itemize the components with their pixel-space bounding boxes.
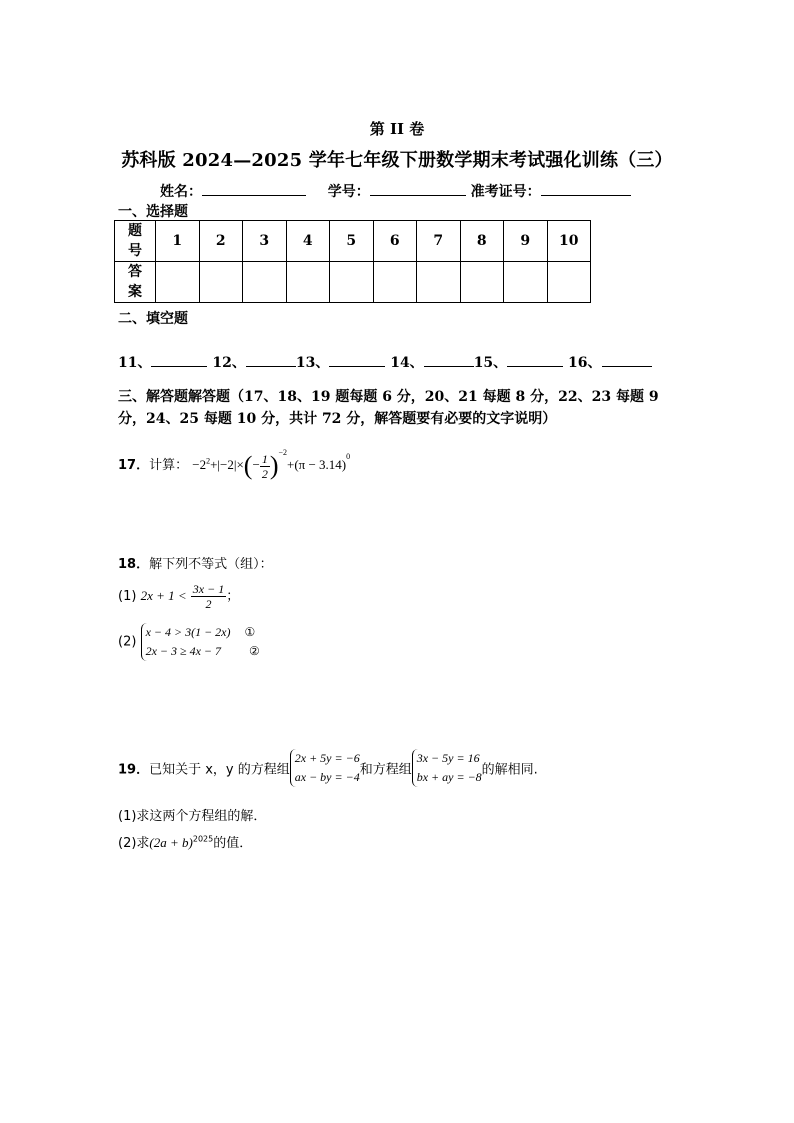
question-prompt: 计算： xyxy=(149,458,189,473)
fill-blank[interactable] xyxy=(329,352,385,367)
equation-system-2: 3x − 5y = 16 bx + ay = −8 xyxy=(412,749,482,787)
page-title: 苏科版 2024—2025 学年七年级下册数学期末考试强化训练（三） xyxy=(121,150,673,171)
section2-title: 二、填空题 xyxy=(118,311,188,327)
question-17 xyxy=(118,448,350,481)
question-19: 19．已知关于 x，y 的方程组 2x + 5y = −6 ax − by = −4 和方程组 3x − 5y = 16 bx + ay = −8 的解相同. xyxy=(118,749,538,787)
student-info-line xyxy=(160,181,631,201)
equation-system-1: 2x + 5y = −6 ax − by = −4 xyxy=(290,749,360,787)
table-cell-number: 4 xyxy=(286,221,330,262)
name-blank[interactable] xyxy=(202,181,306,196)
question-18-part-2: (2) x − 4 > 3(1 − 2x) ① 2x − 3 ≥ 4x − 7 ② xyxy=(118,623,260,661)
answer-cell[interactable] xyxy=(373,262,417,303)
answer-cell[interactable] xyxy=(417,262,461,303)
answer-cell[interactable] xyxy=(504,262,548,303)
answer-cell[interactable] xyxy=(330,262,374,303)
fill-blank[interactable] xyxy=(151,352,207,367)
question-18 xyxy=(118,553,273,572)
answer-cell[interactable] xyxy=(286,262,330,303)
table-cell-number: 8 xyxy=(460,221,504,262)
fill-blanks-line xyxy=(118,352,652,372)
fill-blank[interactable] xyxy=(507,352,563,367)
answer-table xyxy=(114,220,591,303)
fill-blank[interactable] xyxy=(246,352,296,367)
table-row xyxy=(115,221,591,262)
answer-cell[interactable] xyxy=(199,262,243,303)
table-cell-number: 5 xyxy=(330,221,374,262)
table-cell-number: 1 xyxy=(156,221,200,262)
fill-blank[interactable] xyxy=(602,352,652,367)
fill-item-label: 15、 xyxy=(473,355,508,371)
exam-no-label: 准考证号： xyxy=(470,184,541,200)
table-cell-number: 3 xyxy=(243,221,287,262)
student-id-label: 学号： xyxy=(327,184,370,200)
row-header-answer: 答 案 xyxy=(115,262,156,303)
volume-label: 第 II 卷 xyxy=(369,120,425,138)
table-row xyxy=(115,262,591,303)
fill-item-label: 11、 xyxy=(118,355,152,371)
question-19-part-2: (2)求$(2a + b)^{2025}$的值． xyxy=(118,834,253,851)
inequality-system: x − 4 > 3(1 − 2x) ① 2x − 3 ≥ 4x − 7 ② xyxy=(141,623,260,661)
fill-item-label: 12、 xyxy=(212,355,246,371)
answer-cell[interactable] xyxy=(547,262,591,303)
math-expression: $-2^2+|-2|\times(-$ $\frac{1}{2}$ )$^{-2}+(\pi - 3.14)^0$ xyxy=(192,448,351,481)
question-19-part-1: (1)求这两个方程组的解． xyxy=(118,809,267,824)
question-number: 19． xyxy=(118,762,150,778)
table-cell-number: 6 xyxy=(373,221,417,262)
fill-blank[interactable] xyxy=(424,352,474,367)
question-18-part-1: (1) 2x + 1 < $\frac{3x - 1}{2}$ ； xyxy=(118,582,240,611)
table-cell-number: 10 xyxy=(547,221,591,262)
row-header-number: 题 号 xyxy=(115,221,156,262)
section1-title: 一、选择题 xyxy=(118,204,188,220)
fill-item-label: 14、 xyxy=(390,355,424,371)
student-id-blank[interactable] xyxy=(370,181,466,196)
section3-title: 三、解答题解答题（17、18、19 题每题 6 分，20、21 每题 8 分，22、23 每题 9 分，24、25 每题 10 分，共计 72 分，解答题要有必要的文字说明） xyxy=(118,389,659,427)
fill-item-label: 16、 xyxy=(568,355,602,371)
question-prompt: 解下列不等式（组）： xyxy=(149,557,273,572)
fill-item-label: 13、 xyxy=(295,355,330,371)
exam-no-blank[interactable] xyxy=(541,181,631,196)
table-cell-number: 7 xyxy=(417,221,461,262)
question-number: 18． xyxy=(118,557,150,572)
answer-cell[interactable] xyxy=(156,262,200,303)
table-cell-number: 9 xyxy=(504,221,548,262)
answer-cell[interactable] xyxy=(460,262,504,303)
name-label: 姓名： xyxy=(160,184,202,200)
table-cell-number: 2 xyxy=(199,221,243,262)
answer-cell[interactable] xyxy=(243,262,287,303)
question-number: 17． xyxy=(118,458,150,473)
